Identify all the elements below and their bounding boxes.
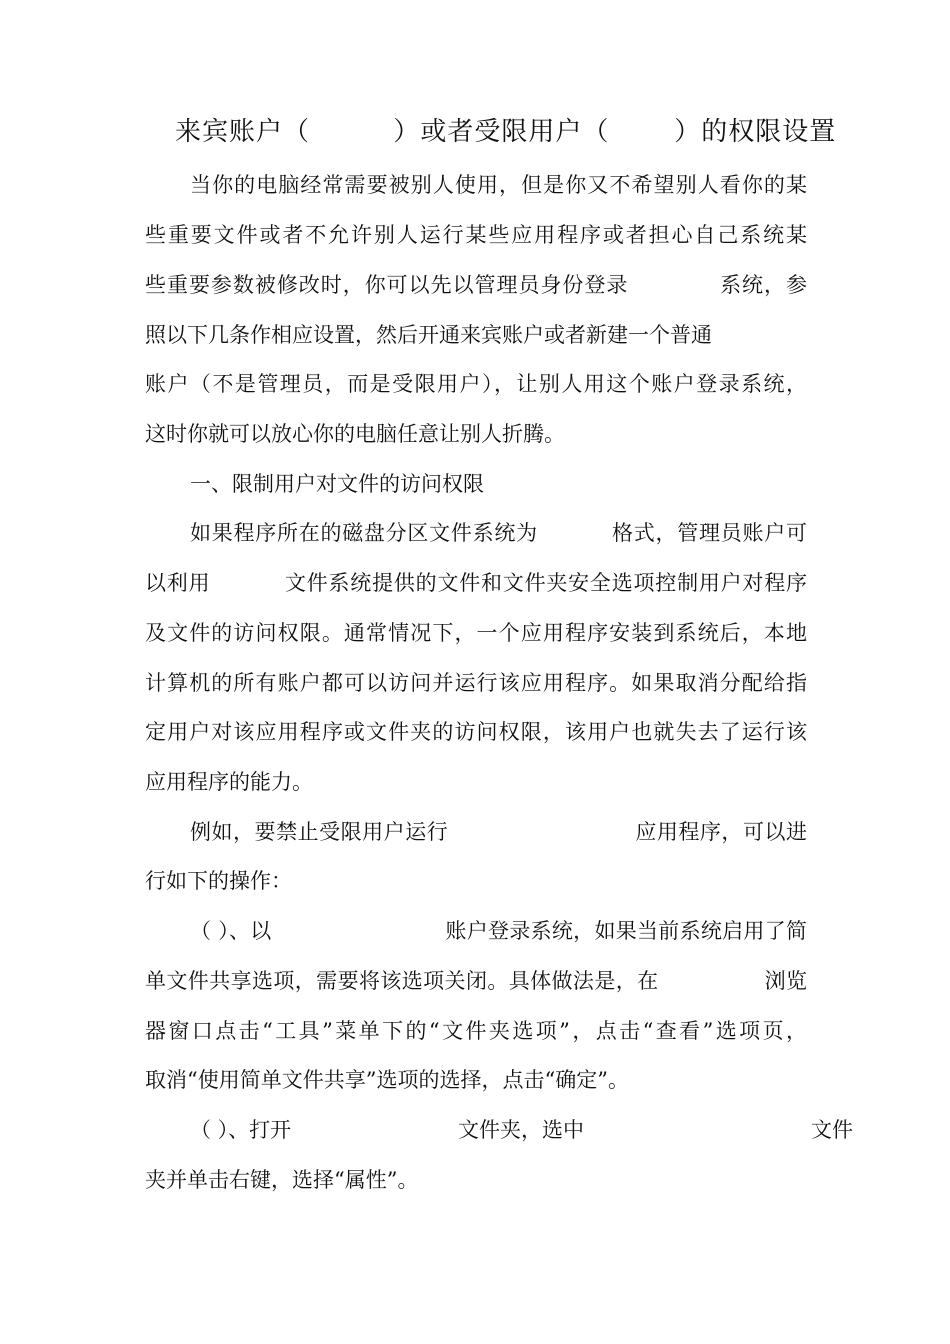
step-2-line-2: 夹并单击右键，选择“属性”。 xyxy=(145,1168,419,1192)
paragraph-1-line-3: 些重要参数被修改时，你可以先以管理员身份登录 系统，参 xyxy=(145,273,807,297)
paragraph-3-line-2: 行如下的操作： xyxy=(145,869,292,893)
paragraph-1-line-6: 这时你就可以放心你的电脑任意让别人折腾。 xyxy=(145,422,565,446)
paragraph-3-line-1: 例如，要禁止受限用户运行 应用程序，可以进 xyxy=(190,820,807,844)
document-title: 来宾账户（ ）或者受限用户（ ）的权限设置 xyxy=(175,117,837,147)
step-1-line-2: 单文件共享选项，需要将该选项关闭。具体做法是，在 浏览 xyxy=(145,969,807,993)
step-1-line-4: 取消“使用简单文件共享”选项的选择，点击“确定”。 xyxy=(145,1068,629,1092)
paragraph-1-line-5: 账户（不是管理员，而是受限用户），让别人用这个账户登录系统， xyxy=(145,372,807,396)
paragraph-2-line-6: 应用程序的能力。 xyxy=(145,770,313,794)
paragraph-1-line-2: 些重要文件或者不允许别人运行某些应用程序或者担心自己系统某 xyxy=(145,223,807,247)
paragraph-2-line-2: 以利用 文件系统提供的文件和文件夹安全选项控制用户对程序 xyxy=(145,571,807,595)
paragraph-2-line-4: 计算机的所有账户都可以访问并运行该应用程序。如果取消分配给指 xyxy=(145,671,807,695)
step-1-line-1: （ ）、以 账户登录系统，如果当前系统启用了简 xyxy=(190,919,807,943)
section-heading-1: 一、限制用户对文件的访问权限 xyxy=(190,472,484,496)
paragraph-2-line-5: 定用户对该应用程序或文件夹的访问权限，该用户也就失去了运行该 xyxy=(145,720,807,744)
step-2-line-1: （ ）、打开 文件夹，选中 文件 xyxy=(190,1118,854,1142)
step-1-line-3: 器窗口点击“工具”菜单下的“文件夹选项”，点击“查看”选项页， xyxy=(145,1019,807,1043)
paragraph-2-line-3: 及文件的访问权限。通常情况下，一个应用程序安装到系统后，本地 xyxy=(145,621,807,645)
paragraph-1-line-4: 照以下几条作相应设置，然后开通来宾账户或者新建一个普通 xyxy=(145,323,712,347)
paragraph-2-line-1: 如果程序所在的磁盘分区文件系统为 格式，管理员账户可 xyxy=(190,521,807,545)
paragraph-1-line-1: 当你的电脑经常需要被别人使用，但是你又不希望别人看你的某 xyxy=(190,173,807,197)
